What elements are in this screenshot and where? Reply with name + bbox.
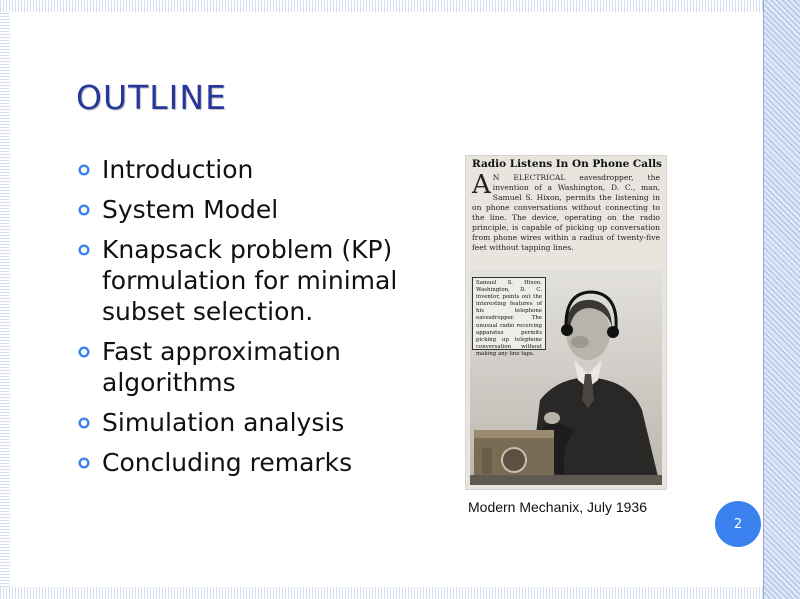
newspaper-clipping xyxy=(465,155,667,490)
clipping-body-text: N ELECTRICAL eavesdropper, the invention of a Washington, D. C., man, Samuel S. Hixon, permits the listening in on phone conversations without connecting to the line. The device, operating on the radio principle, is capable of picking up conversation from phone wires within a radius of twenty-five feet without tapping lines. xyxy=(472,173,660,252)
bullet-text: Simulation analysis xyxy=(102,408,345,437)
ring-bullet-icon xyxy=(78,164,90,176)
bottom-border xyxy=(0,587,764,599)
ring-bullet-icon xyxy=(78,244,90,256)
bullet-item-knapsack xyxy=(78,234,408,327)
ring-bullet-icon xyxy=(78,204,90,216)
bullet-text: System Model xyxy=(102,195,279,224)
clipping-headline: Radio Listens In On Phone Calls xyxy=(472,158,662,170)
clipping-dropcap: A xyxy=(472,170,491,200)
bullet-item-system-model xyxy=(78,194,408,225)
bullet-item-concluding xyxy=(78,447,408,478)
photo-caption: Samuel S. Hixon, Washington, D. C. inventor, points out the interesting features of his telephone eavesdropper. The unusual radio receiving apparatus permits picking up telephone conversation without making any line taps. xyxy=(472,277,546,350)
left-border xyxy=(0,0,10,599)
image-credit: Modern Mechanix, July 1936 xyxy=(468,499,647,515)
bullet-text: Concluding remarks xyxy=(102,448,353,477)
bullet-item-simulation xyxy=(78,407,408,438)
ring-bullet-icon xyxy=(78,417,90,429)
ring-bullet-icon xyxy=(78,346,90,358)
slide-title: OUTLINE xyxy=(76,78,227,117)
outline-list xyxy=(78,154,408,487)
bullet-text: Knapsack problem (KP) formulation for minimal subset selection. xyxy=(102,235,398,326)
bullet-text: Introduction xyxy=(102,155,254,184)
ring-bullet-icon xyxy=(78,457,90,469)
right-border xyxy=(764,0,800,599)
page-number-badge: 2 xyxy=(715,501,761,547)
bullet-item-introduction xyxy=(78,154,408,185)
clipping-body xyxy=(472,170,660,253)
bullet-text: Fast approximation algorithms xyxy=(102,337,341,397)
bullet-item-fast-approximation xyxy=(78,336,408,398)
top-border xyxy=(0,0,764,12)
